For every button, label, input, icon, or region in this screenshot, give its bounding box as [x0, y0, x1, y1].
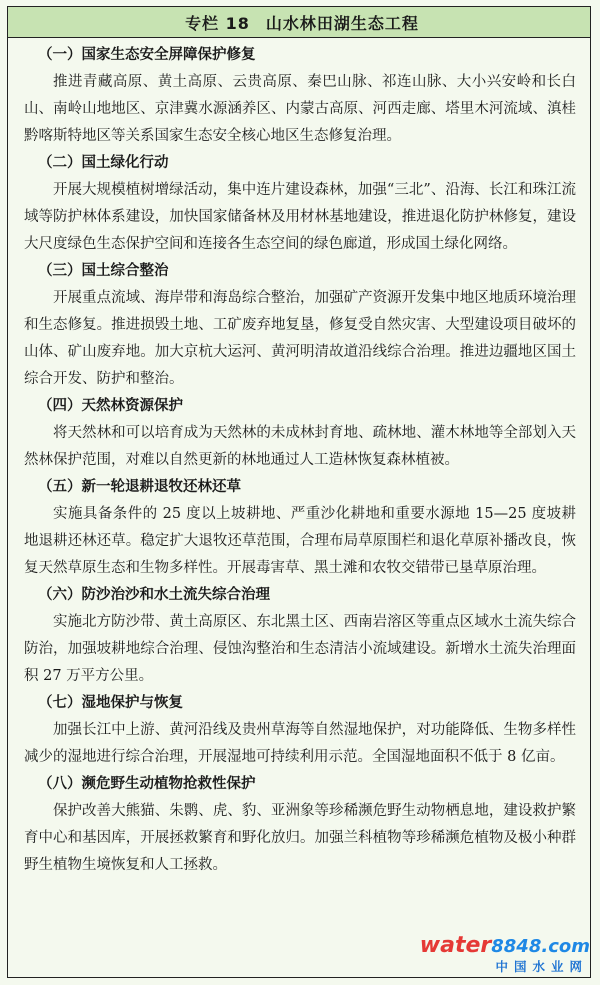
section-body: 加强长江中上游、黄河沿线及贵州草海等自然湿地保护，对功能降低、生物多样性减少的湿地进行综合治理，开展湿地可持续利用示范。全国湿地面积不低于 8 亿亩。	[24, 722, 576, 765]
section-body: 开展大规模植树增绿活动，集中连片建设森林，加强“三北”、沿海、长江和珠江流域等防护林体系建设，加快国家储备林及用材林基地建设，推进退化防护林修复，建设大尺度绿色生态保护空间和连接各生态空间的绿色廊道，形成国土绿化网络。	[24, 182, 576, 252]
column-number: 专栏 18	[185, 13, 250, 33]
section-7	[24, 690, 576, 771]
section-title: （八）濒危野生动植物抢救性保护	[38, 776, 256, 792]
section-5	[24, 474, 576, 582]
section-3	[24, 258, 576, 393]
section-title: （六）防沙治沙和水土流失综合治理	[38, 587, 270, 603]
section-title: （七）湿地保护与恢复	[38, 695, 183, 711]
watermark-suffix: .com	[541, 936, 590, 957]
column-header	[8, 7, 590, 38]
site-watermark	[419, 933, 592, 975]
section-1	[24, 42, 576, 150]
watermark-number: 8848	[491, 936, 542, 957]
section-title: （一）国家生态安全屏障保护修复	[38, 47, 256, 63]
section-body: 实施具备条件的 25 度以上坡耕地、严重沙化耕地和重要水源地 15—25 度坡耕地退耕还林还草。稳定扩大退牧还草范围，合理布局草原围栏和退化草原补播改良，恢复天然草原生态和生物多样性。开展毒害草、黑土滩和农牧交错带已垦草原治理。	[24, 506, 576, 576]
watermark-logo	[420, 933, 590, 958]
column-content	[8, 38, 590, 879]
section-6	[24, 582, 576, 690]
section-4	[24, 393, 576, 474]
column-box	[7, 6, 591, 978]
watermark-site-name: 中国水业网	[495, 959, 588, 974]
section-title: （四）天然林资源保护	[38, 398, 183, 414]
section-body: 保护改善大熊猫、朱鹮、虎、豹、亚洲象等珍稀濒危野生动物栖息地，建设救护繁育中心和基因库，开展拯救繁育和野化放归。加强兰科植物等珍稀濒危植物及极小种群野生植物生境恢复和人工拯救。	[24, 803, 576, 873]
section-title: （三）国土综合整治	[38, 263, 169, 279]
section-title: （二）国土绿化行动	[38, 155, 169, 171]
section-2	[24, 150, 576, 258]
section-8	[24, 771, 576, 879]
section-body: 推进青藏高原、黄土高原、云贵高原、秦巴山脉、祁连山脉、大小兴安岭和长白山、南岭山地地区、京津冀水源涵养区、内蒙古高原、河西走廊、塔里木河流域、滇桂黔喀斯特地区等关系国家生态安全核心地区生态修复治理。	[24, 74, 576, 144]
watermark-brand: water	[419, 933, 492, 958]
section-body: 实施北方防沙带、黄土高原区、东北黑土区、西南岩溶区等重点区域水土流失综合防治，加强坡耕地综合治理、侵蚀沟整治和生态清洁小流域建设。新增水土流失治理面积 27 万平方公里。	[24, 614, 576, 684]
section-body: 将天然林和可以培育成为天然林的未成林封育地、疏林地、灌木林地等全部划入天然林保护范围，对难以自然更新的林地通过人工造林恢复森林植被。	[24, 425, 576, 468]
section-body: 开展重点流域、海岸带和海岛综合整治，加强矿产资源开发集中地区地质环境治理和生态修复。推进损毁土地、工矿废弃地复垦，修复受自然灾害、大型建设项目破坏的山体、矿山废弃地。加大京杭大运河、黄河明清故道沿线综合治理。推进边疆地区国土综合开发、防护和整治。	[24, 290, 576, 387]
section-title: （五）新一轮退耕退牧还林还草	[38, 479, 241, 495]
column-title: 山水林田湖生态工程	[265, 13, 419, 33]
